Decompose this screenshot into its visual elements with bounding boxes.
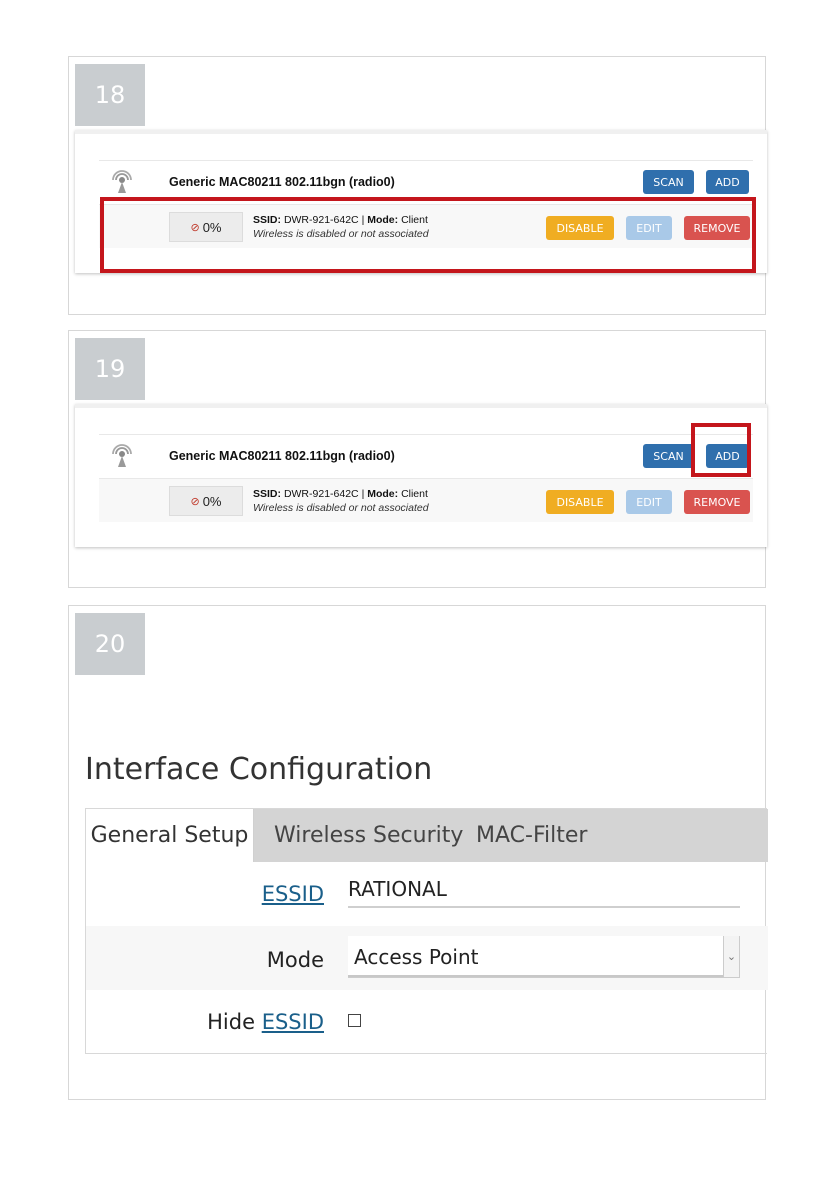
no-signal-icon: ⊘ [190,495,200,508]
status-text: Wireless is disabled or not associated [253,502,429,514]
separator: | [361,488,365,500]
chevron-down-icon[interactable]: ⌄ [723,936,739,977]
device-row [99,434,753,478]
mode-value: Client [401,488,428,500]
essid-link[interactable]: ESSID [261,882,324,906]
page-title: Interface Configuration [85,752,433,787]
mode-label: Mode [266,948,324,972]
essid-row [86,862,768,926]
add-button[interactable]: ADD [706,170,749,194]
essid-label [262,882,324,906]
ssid-line [253,488,428,500]
step-number: 20 [75,613,145,675]
hide-essid-checkbox[interactable] [348,1014,361,1027]
hide-essid-label [207,1010,324,1034]
wifi-overview-screenshot [75,404,767,547]
signal-value: 0% [202,493,222,509]
no-signal-icon: ⊘ [190,221,200,234]
scan-button[interactable]: SCAN [643,170,694,194]
wireless-radio-icon [109,443,135,469]
disable-button[interactable]: DISABLE [546,216,614,240]
ssid-key: SSID: [253,214,282,226]
signal-indicator [169,486,243,516]
signal-value: 0% [202,219,222,235]
hide-essid-link[interactable]: ESSID [261,1010,324,1034]
highlight-add-button [691,423,751,477]
interface-config-form [85,808,767,1054]
network-row [99,478,753,522]
mode-key: Mode: [367,214,399,226]
ssid-value: DWR-921-642C [283,214,359,226]
ssid-value: DWR-921-642C [283,488,359,500]
mode-row [86,926,768,990]
disable-button[interactable]: DISABLE [546,490,614,514]
step-19-panel [68,330,766,588]
mode-value: Client [401,214,428,226]
mode-key: Mode: [367,488,399,500]
separator: | [361,214,365,226]
wireless-radio-icon [109,169,135,195]
remove-button[interactable]: REMOVE [684,490,750,514]
tab-general-setup[interactable]: General Setup [86,809,254,862]
mode-select[interactable] [348,936,740,978]
status-text: Wireless is disabled or not associated [253,228,429,240]
tab-wireless-security[interactable]: Wireless Security [274,823,464,848]
highlight-network-row [100,197,756,273]
step-18-panel [68,56,766,315]
ssid-key: SSID: [253,488,282,500]
add-button[interactable]: ADD [706,444,749,468]
step-number: 18 [75,64,145,126]
scan-button[interactable]: SCAN [643,444,694,468]
device-name: Generic MAC80211 802.11bgn (radio0) [169,175,395,189]
hide-essid-row [86,990,768,1054]
essid-input[interactable]: RATIONAL [348,872,740,908]
edit-button[interactable]: EDIT [626,216,672,240]
tab-bar [86,809,768,862]
step-number: 19 [75,338,145,400]
hide-label: Hide [207,1010,256,1034]
mode-select-value: Access Point [354,944,479,969]
tab-mac-filter[interactable]: MAC-Filter [476,823,588,848]
device-name: Generic MAC80211 802.11bgn (radio0) [169,449,395,463]
step-20-panel [68,605,766,1100]
remove-button[interactable]: REMOVE [684,216,750,240]
edit-button[interactable]: EDIT [626,490,672,514]
